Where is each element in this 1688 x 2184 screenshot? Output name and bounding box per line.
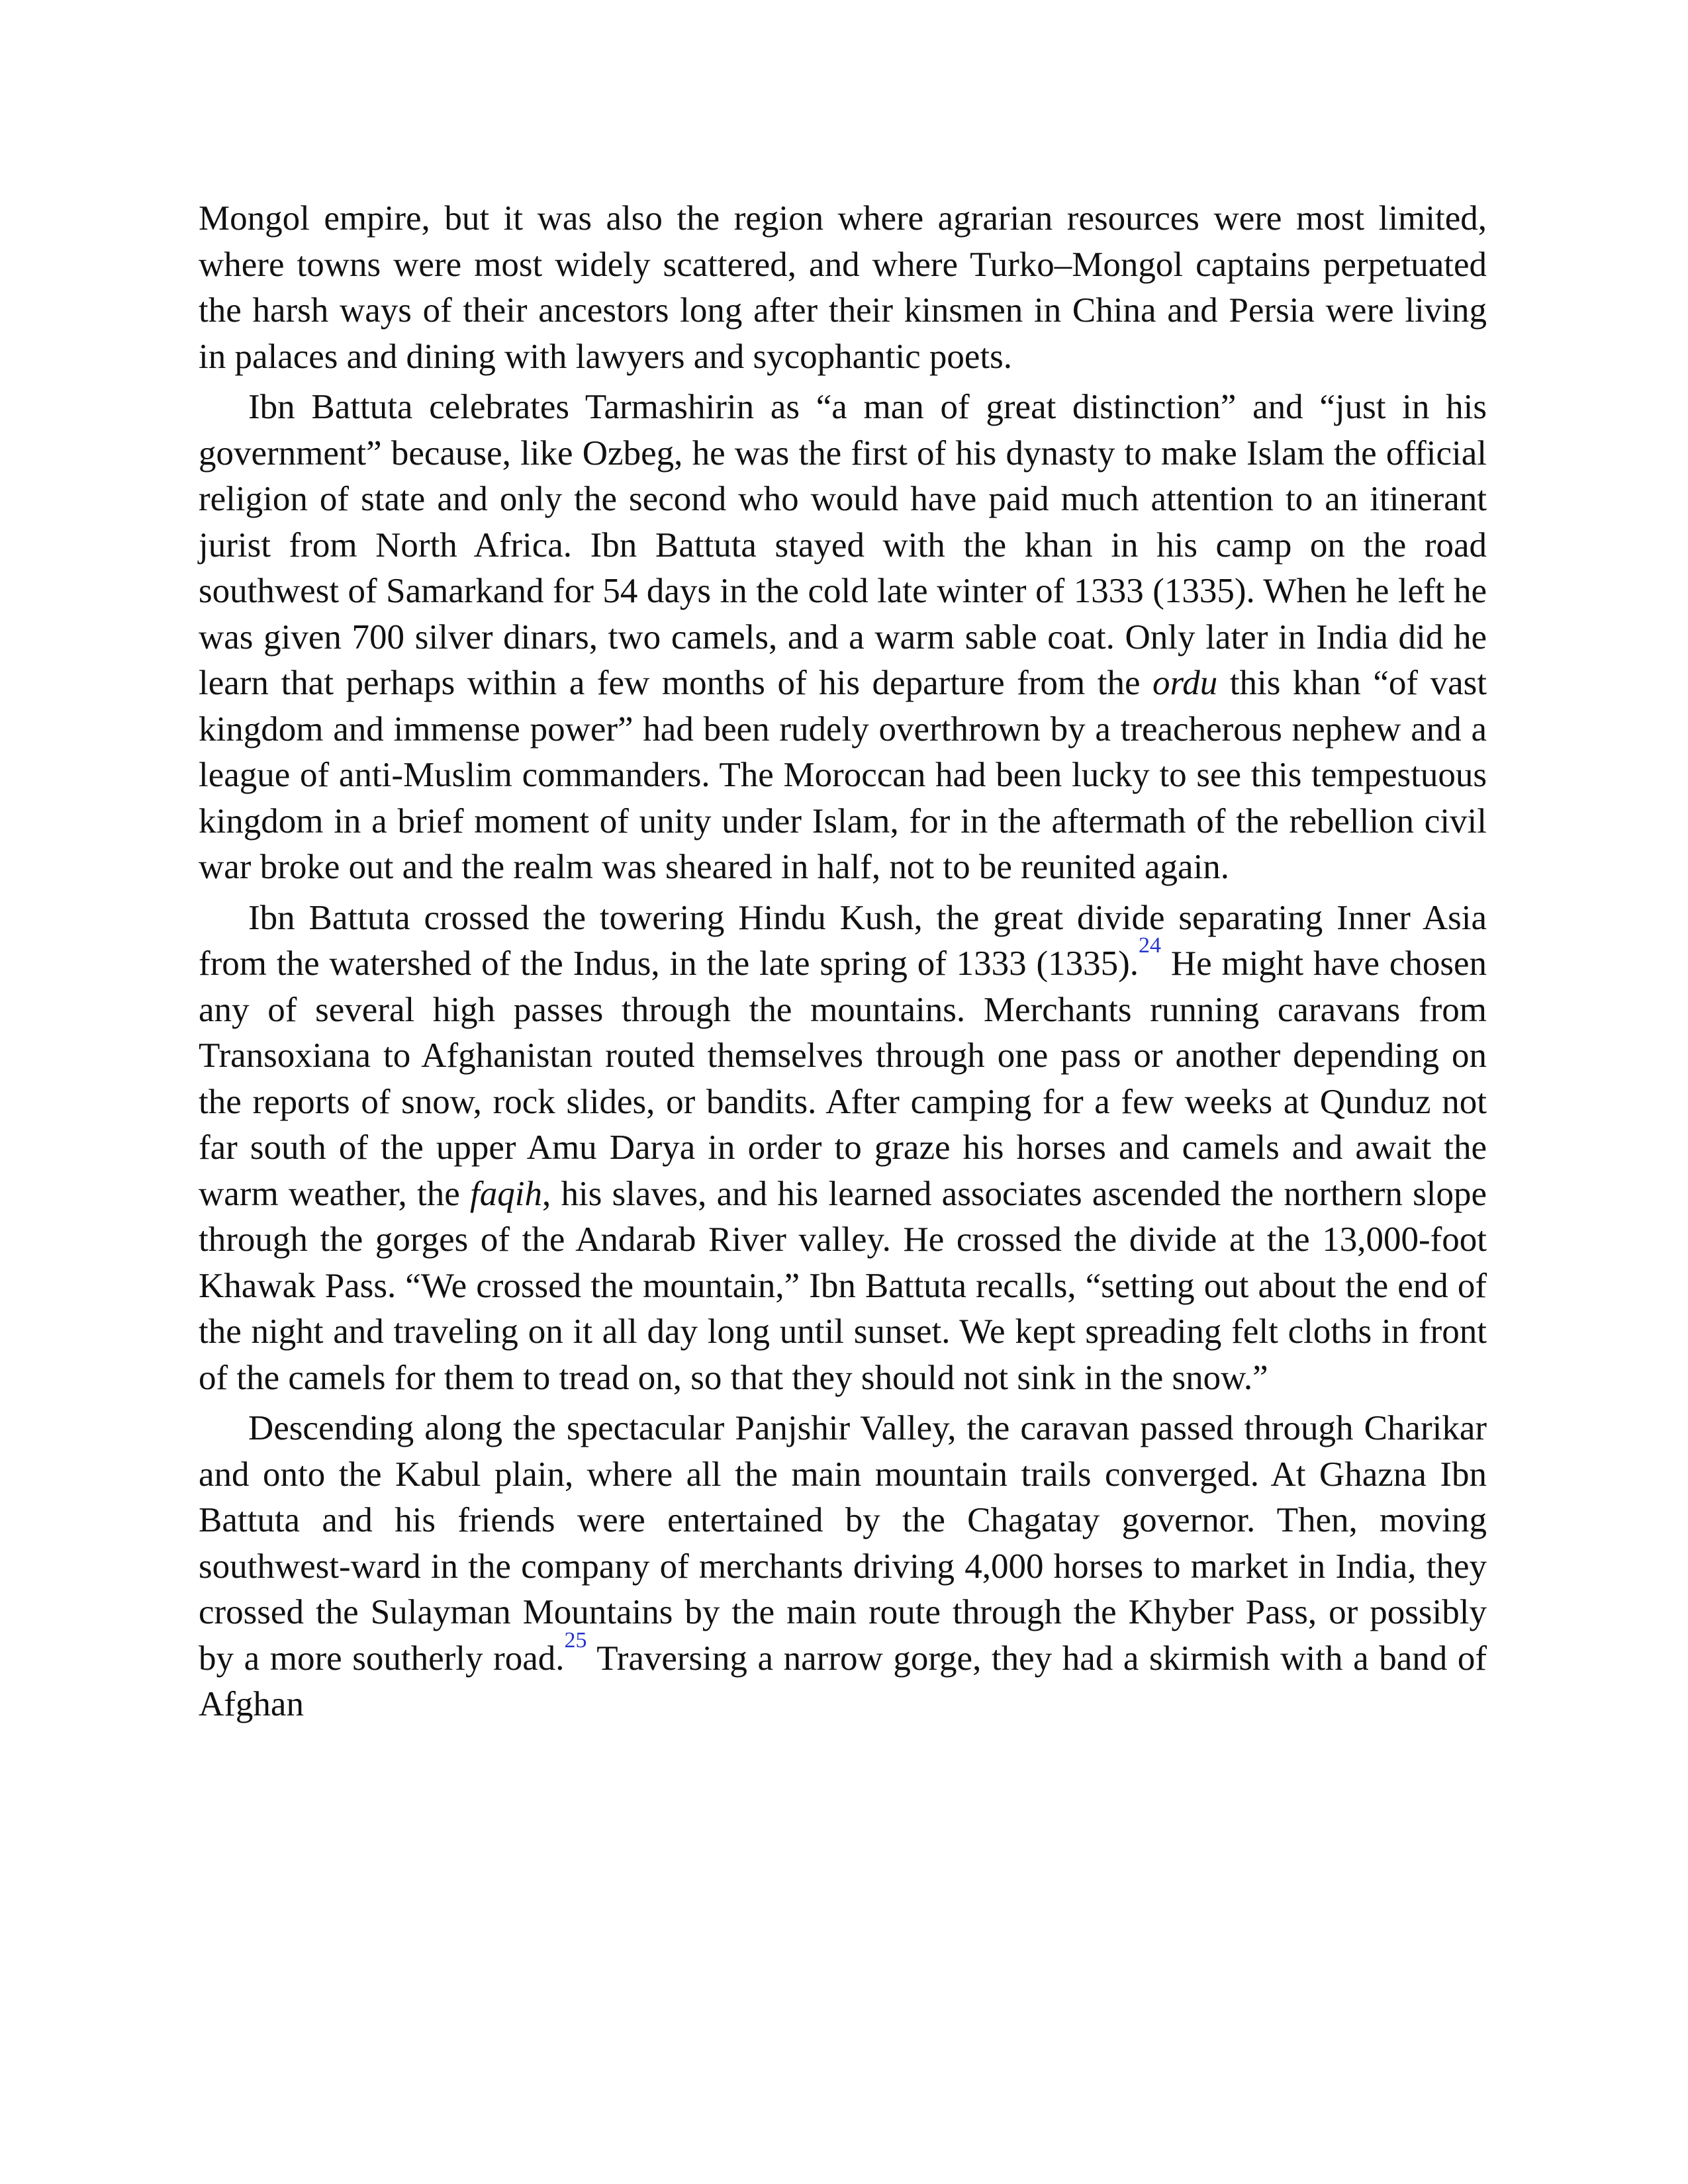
paragraph-text: Mongol empire, but it was also the region where agrarian resources were most limited, where towns were most widely scattered, and where Turko–Mongol captains perpetuated the harsh ways of their ancestors long after their kinsmen in China and Persia were living in palaces and dining with lawyers and sycophantic poets.: [199, 199, 1487, 376]
paragraph: [199, 196, 1487, 380]
paragraph: [199, 1406, 1487, 1728]
paragraph-text: Ibn Battuta crossed the towering Hindu Kush, the great divide separating Inner Asia from the watershed of the Indus, in the late spring of 1333 (1335).: [199, 898, 1487, 983]
book-page: [199, 196, 1487, 1733]
paragraph-text: this khan “of vast kingdom and immense power” had been rudely overthrown by a treacherous nephew and a league of anti-Muslim commanders. The Moroccan had been lucky to see this tempestuous kingdom in a brief moment of unity under Islam, for in the aftermath of the rebellion civil war broke out and the realm was sheared in half, not to be reunited again.: [199, 664, 1487, 886]
footnote-link[interactable]: 25: [564, 1627, 587, 1653]
italic-term: faqih: [470, 1174, 542, 1213]
paragraph-text: Traversing a narrow gorge, they had a skirmish with a band of Afghan: [199, 1639, 1487, 1723]
paragraph-text: Ibn Battuta celebrates Tarmashirin as “a man of great distinction” and “just in his government” because, like Ozbeg, he was the first of his dynasty to make Islam the official religion of state and only the second who would have paid much attention to an itinerant jurist from North Africa. Ibn Battuta stayed with the khan in his camp on the road southwest of Samarkand for 54 days in the cold late winter of 1333 (1335). When he left he was given 700 silver dinars, two camels, and a warm sable coat. Only later in India did he learn that perhaps within a few months of his departure from the: [199, 388, 1487, 702]
footnote-link[interactable]: 24: [1139, 933, 1162, 958]
paragraph: [199, 895, 1487, 1402]
italic-term: ordu: [1152, 664, 1218, 702]
paragraph-text: , his slaves, and his learned associates ascended the northern slope through the gorges of the Andarab River valley. He crossed the divide at the 13,000-foot Khawak Pass. “We crossed the mountain,” Ibn Battuta recalls, “setting out about the end of the night and traveling on it all day long until sunset. We kept spreading felt cloths in front of the camels for them to tread on, so that they should not sink in the snow.”: [199, 1174, 1487, 1397]
paragraph-text: Descending along the spectacular Panjshir Valley, the caravan passed through Charikar and onto the Kabul plain, where all the main mountain trails converged. At Ghazna Ibn Battuta and his friends were entertained by the Chagatay governor. Then, moving southwest-ward in the company of merchants driving 4,000 horses to market in India, they crossed the Sulayman Mountains by the main route through the Khyber Pass, or possibly by a more southerly road.: [199, 1409, 1487, 1678]
paragraph: [199, 385, 1487, 891]
paragraph-text: He might have chosen any of several high passes through the mountains. Merchants running caravans from Transoxiana to Afghanistan routed themselves through one pass or another depending on the reports of snow, rock slides, or bandits. After camping for a few weeks at Qunduz not far south of the upper Amu Darya in order to graze his horses and camels and await the warm weather, the: [199, 944, 1487, 1213]
